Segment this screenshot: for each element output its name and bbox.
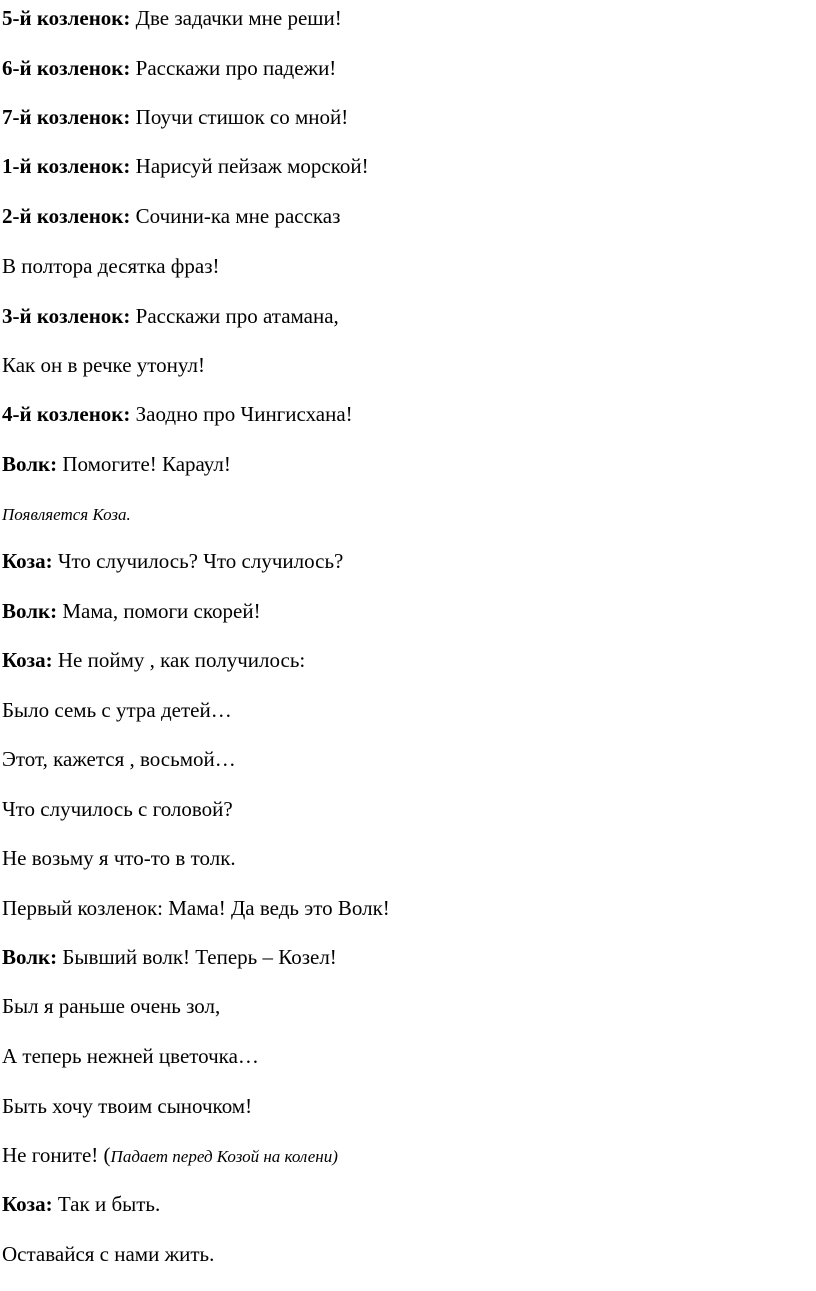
script-line	[2, 1191, 160, 1217]
line-text: Помогите! Караул!	[57, 452, 231, 476]
speaker-name: 1-й козленок:	[2, 154, 131, 178]
speaker-name: Волк:	[2, 452, 58, 476]
script-line	[2, 1043, 259, 1069]
script-line	[2, 55, 336, 81]
script-line	[2, 697, 232, 723]
speaker-name: Волк:	[2, 599, 58, 623]
speaker-name: Коза:	[2, 648, 53, 672]
line-text: Сочини-ка мне рассказ	[130, 204, 341, 228]
script-line	[2, 1142, 338, 1170]
line-text: Как он в речке утонул!	[2, 353, 205, 377]
script-line	[2, 253, 220, 279]
speaker-name: Коза:	[2, 549, 53, 573]
line-text: Мама, помоги скорей!	[57, 599, 261, 623]
line-text: Две задачки мне реши!	[130, 6, 342, 30]
script-line	[2, 944, 337, 970]
line-text: А теперь нежней цветочка…	[2, 1044, 259, 1068]
line-text: Этот, кажется , восьмой…	[2, 747, 236, 771]
speaker-name: 4-й козленок:	[2, 402, 131, 426]
line-text: Так и быть.	[52, 1192, 161, 1216]
script-line	[2, 303, 339, 329]
speaker-name: 3-й козленок:	[2, 304, 131, 328]
line-text: Не гоните! (	[2, 1143, 111, 1167]
speaker-name: Волк:	[2, 945, 58, 969]
script-line	[2, 1093, 252, 1119]
speaker-name: Коза:	[2, 1192, 53, 1216]
line-text: Было семь с утра детей…	[2, 698, 232, 722]
speaker-name: 2-й козленок:	[2, 204, 131, 228]
script-line	[2, 451, 231, 477]
line-text: Расскажи про атамана,	[130, 304, 339, 328]
script-line	[2, 647, 305, 673]
script-line	[2, 352, 205, 378]
line-text: Нарисуй пейзаж морской!	[130, 154, 369, 178]
line-text: Был я раньше очень зол,	[2, 994, 221, 1018]
speaker-name: 6-й козленок:	[2, 56, 131, 80]
line-text: Быть хочу твоим сыночком!	[2, 1094, 253, 1118]
stage-direction: Падает перед Козой на колени)	[110, 1147, 338, 1166]
script-line	[2, 746, 236, 772]
line-text: Что случилось? Что случилось?	[52, 549, 344, 573]
speaker-name: 7-й козленок:	[2, 105, 131, 129]
line-text: Бывший волк! Теперь – Козел!	[57, 945, 337, 969]
line-text: Расскажи про падежи!	[130, 56, 337, 80]
line-text: Оставайся с нами жить.	[2, 1242, 215, 1266]
script-line	[2, 203, 340, 229]
line-text: Не пойму , как получилось:	[52, 648, 306, 672]
script-line	[2, 401, 353, 427]
script-line	[2, 993, 220, 1019]
script-line	[2, 796, 233, 822]
script-line	[2, 5, 342, 31]
line-text: Что случилось с головой?	[2, 797, 233, 821]
script-line	[2, 598, 261, 624]
script-line	[2, 895, 390, 921]
stage-direction: Появляется Коза.	[2, 505, 131, 524]
script-line	[2, 104, 348, 130]
speaker-name: 5-й козленок:	[2, 6, 131, 30]
line-text: Не возьму я что-то в толк.	[2, 846, 236, 870]
script-line	[2, 153, 369, 179]
line-text: Первый козленок: Мама! Да ведь это Волк!	[2, 896, 390, 920]
line-text: Заодно про Чингисхана!	[130, 402, 353, 426]
line-text: В полтора десятка фраз!	[2, 254, 220, 278]
script-line	[2, 845, 236, 871]
script-line	[2, 548, 343, 574]
script-line	[2, 1241, 214, 1267]
line-text: Поучи стишок со мной!	[130, 105, 349, 129]
script-line	[2, 500, 131, 528]
